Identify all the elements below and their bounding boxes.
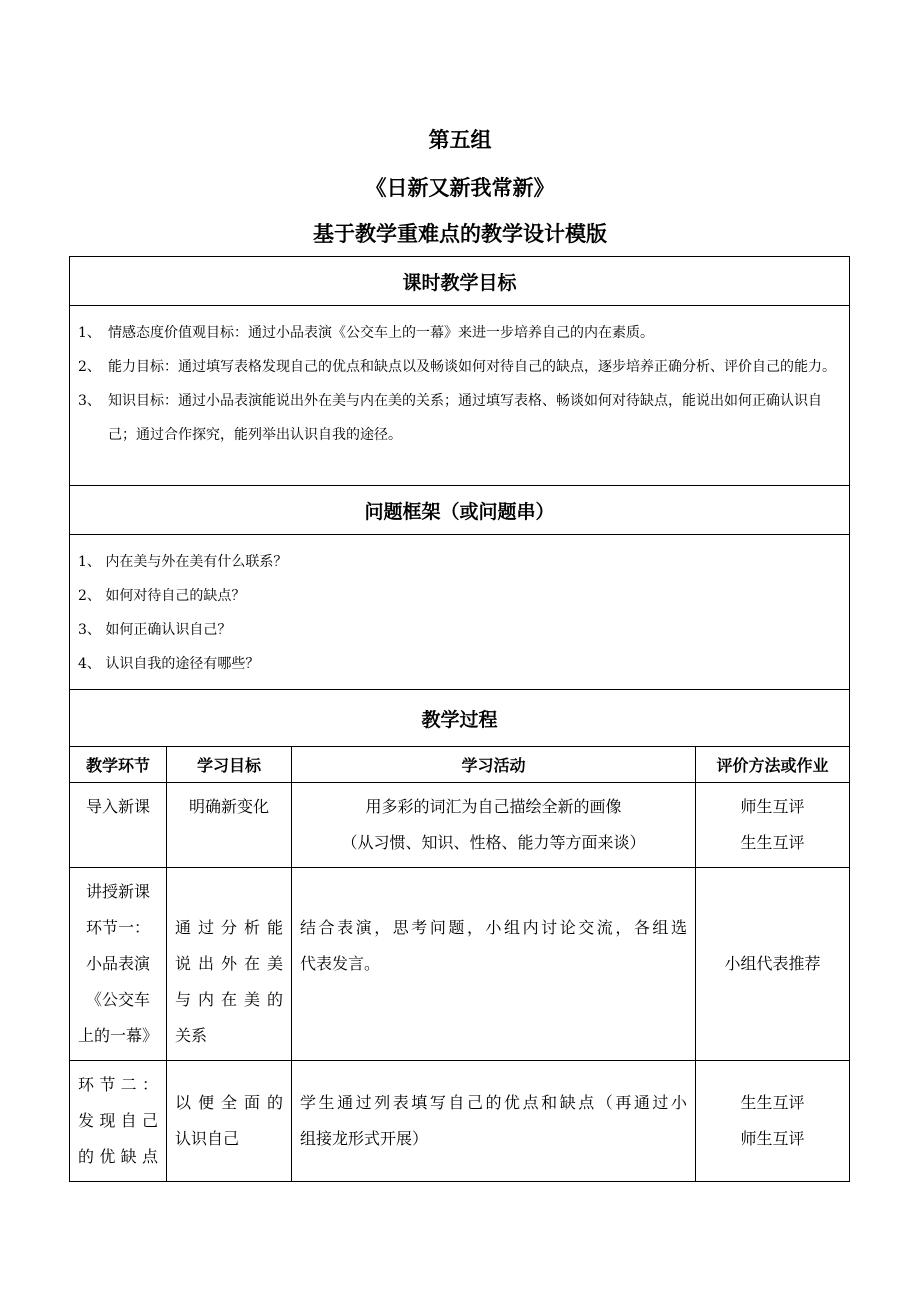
objectives-list bbox=[70, 306, 850, 486]
table-row bbox=[70, 868, 850, 1061]
stage-cell: 导入新课 bbox=[70, 783, 167, 868]
questions-list bbox=[70, 535, 850, 690]
goal-cell: 以便全面的 认识自己 bbox=[167, 1061, 292, 1182]
stage-cell: 环节二： 发现自己 的优缺点 bbox=[70, 1061, 167, 1182]
objectives-heading: 课时教学目标 bbox=[70, 257, 850, 306]
table-row bbox=[70, 783, 850, 868]
questions-heading: 问题框架（或问题串） bbox=[70, 486, 850, 535]
column-header-stage: 教学环节 bbox=[70, 747, 167, 783]
objective-item: 1、 情感态度价值观目标：通过小品表演《公交车上的一幕》来进一步培养自己的内在素质。 bbox=[78, 325, 654, 341]
column-header-goal: 学习目标 bbox=[167, 747, 292, 783]
evaluation-cell: 师生互评 生生互评 bbox=[696, 783, 850, 868]
question-item: 1、 内在美与外在美有什么联系？ bbox=[78, 554, 288, 570]
goal-cell: 明确新变化 bbox=[167, 783, 292, 868]
evaluation-cell: 小组代表推荐 bbox=[696, 868, 850, 1061]
process-heading: 教学过程 bbox=[70, 690, 850, 747]
goal-cell: 通过分析能 说出外在美 与内在美的 关系 bbox=[167, 868, 292, 1061]
activity-cell: 学生通过列表填写自己的优点和缺点（再通过小 组接龙形式开展） bbox=[292, 1061, 696, 1182]
stage-cell: 讲授新课 环节一： 小品表演 《公交车 上的一幕》 bbox=[70, 868, 167, 1061]
activity-cell: 用多彩的词汇为自己描绘全新的画像 （从习惯、知识、性格、能力等方面来谈） bbox=[292, 783, 696, 868]
evaluation-cell: 生生互评 师生互评 bbox=[696, 1061, 850, 1182]
question-item: 4、 认识自我的途径有哪些？ bbox=[78, 656, 260, 672]
table-row bbox=[70, 1061, 850, 1182]
lesson-plan-table bbox=[69, 256, 850, 1182]
activity-cell: 结合表演，思考问题，小组内讨论交流，各组选 代表发言。 bbox=[292, 868, 696, 1061]
template-title: 基于教学重难点的教学设计模版 bbox=[313, 222, 607, 246]
question-item: 3、 如何正确认识自己？ bbox=[78, 622, 232, 638]
group-title: 第五组 bbox=[428, 128, 492, 152]
question-item: 2、 如何对待自己的缺点？ bbox=[78, 588, 246, 604]
column-header-evaluation: 评价方法或作业 bbox=[696, 747, 850, 783]
lesson-title: 《日新又新我常新》 bbox=[365, 176, 555, 200]
column-header-activity: 学习活动 bbox=[292, 747, 696, 783]
objective-item: 3、 知识目标：通过小品表演能说出外在美与内在美的关系；通过填写表格、畅谈如何对待缺点，能说出如何正确认识自己；通过合作探究，能列举出认识自我的途径。 bbox=[78, 393, 822, 443]
objective-item: 2、 能力目标：通过填写表格发现自己的优点和缺点以及畅谈如何对待自己的缺点，逐步培养正确分析、评价自己的能力。 bbox=[78, 359, 836, 375]
